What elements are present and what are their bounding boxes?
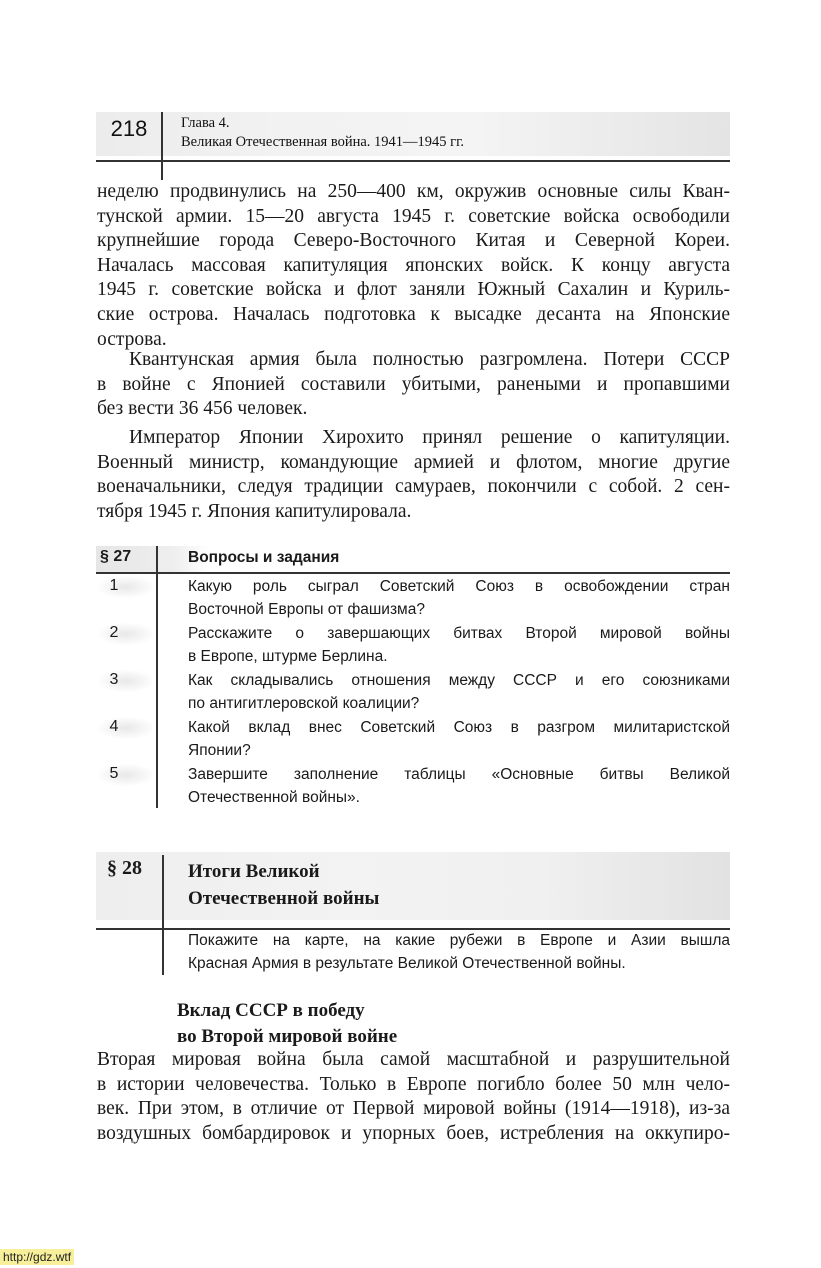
text-line: ские острова. Началась подготовка к высадке десанта на Японские: [97, 303, 730, 325]
text-line: Японии?: [188, 741, 251, 759]
text-line: Какой вклад внес Советский Союз в разгром милитаристской: [188, 719, 730, 736]
question-text: [188, 764, 730, 809]
question-text: [188, 717, 730, 762]
body-paragraph-1: [97, 180, 730, 352]
subheading-line: Вклад СССР в победу: [177, 1000, 365, 1021]
text-line: Отечественной войны».: [188, 788, 360, 806]
body-paragraph-3: [97, 426, 730, 524]
watermark-link[interactable]: http://gdz.wtf: [0, 1249, 74, 1265]
text-line: в войне с Японией составили убитыми, ранеными и пропавшими: [97, 373, 730, 395]
text-line: в Европе, штурме Берлина.: [188, 647, 388, 665]
questions-divider-vertical: [156, 546, 158, 808]
text-line: тября 1945 г. Япония капитулировала.: [97, 500, 412, 522]
subheading: [177, 998, 397, 1050]
question-number: 5: [109, 765, 119, 782]
text-line: без вести 36 456 человек.: [97, 398, 308, 420]
body-paragraph-2: [97, 348, 730, 422]
header-divider-vertical: [161, 112, 163, 180]
section-28-divider-vertical: [162, 855, 164, 975]
question-number: 1: [109, 577, 119, 594]
text-line: в истории человечества. Только в Европе погибло более 50 млн чело-: [97, 1073, 730, 1095]
text-line: век. При этом, в отличие от Первой мировой войны (1914—1918), из-за: [97, 1098, 730, 1120]
question-number: 2: [109, 624, 119, 641]
text-line: Расскажите о завершающих битвах Второй мировой войны: [188, 625, 730, 642]
text-line: Покажите на карте, на какие рубежи в Европе и Азии вышла: [188, 932, 730, 949]
text-line: 1945 г. советские войска и флот заняли Южный Сахалин и Куриль-: [97, 279, 730, 301]
text-line: воздушных бомбардировок и упорных боев, истребления на оккупиро-: [97, 1122, 730, 1144]
text-line: тунской армии. 15—20 августа 1945 г. советские войска освободили: [97, 205, 730, 227]
text-line: Началась массовая капитуляция японских войск. К концу августа: [97, 254, 730, 276]
text-line: Квантунская армия была полностью разгромлена. Потери СССР: [129, 349, 730, 370]
text-line: острова.: [97, 328, 167, 350]
chapter-heading: [181, 114, 464, 152]
header-divider-horizontal: [96, 160, 730, 162]
title-line: Отечественной войны: [188, 888, 380, 909]
question-text: [188, 623, 730, 668]
page-number: 218: [110, 116, 148, 141]
section-28-title: [188, 858, 379, 912]
questions-divider-horizontal: [96, 572, 730, 574]
text-line: Завершите заполнение таблицы «Основные битвы Великой: [188, 766, 730, 783]
section-number-28: § 28: [107, 857, 142, 879]
questions-title: Вопросы и задания: [188, 549, 340, 566]
text-line: Какую роль сыграл Советский Союз в освобождении стран: [188, 578, 730, 595]
question-number: 3: [109, 671, 119, 688]
text-line: Военный министр, командующие армией и флотом, многие другие: [97, 451, 730, 473]
text-line: по антигитлеровской коалиции?: [188, 694, 420, 712]
question-text: [188, 670, 730, 715]
section-28-paragraph: [97, 1048, 730, 1146]
chapter-title: Великая Отечественная война. 1941—1945 гг.: [181, 134, 465, 150]
subheading-line: во Второй мировой войне: [177, 1026, 398, 1047]
section-28-intro-task: [188, 930, 730, 975]
text-line: военачальники, следуя традиции самураев, покончили с собой. 2 сен-: [97, 476, 730, 498]
text-line: Вторая мировая война была самой масштабной и разрушительной: [97, 1049, 730, 1070]
title-line: Итоги Великой: [188, 861, 320, 882]
text-line: крупнейшие города Северо-Восточного Китая и Северной Кореи.: [97, 230, 730, 252]
text-line: Император Японии Хирохито принял решение о капитуляции.: [129, 427, 730, 448]
text-line: Восточной Европы от фашизма?: [188, 600, 425, 618]
section-number-27: § 27: [100, 548, 132, 565]
question-number: 4: [109, 718, 119, 735]
question-text: [188, 576, 730, 621]
text-line: Как складывались отношения между СССР и его союзниками: [188, 672, 730, 689]
text-line: Красная Армия в результате Великой Отечественной войны.: [188, 954, 626, 972]
text-line: неделю продвинулись на 250—400 км, окружив основные силы Кван-: [97, 181, 730, 202]
chapter-label: Глава 4.: [181, 115, 230, 131]
